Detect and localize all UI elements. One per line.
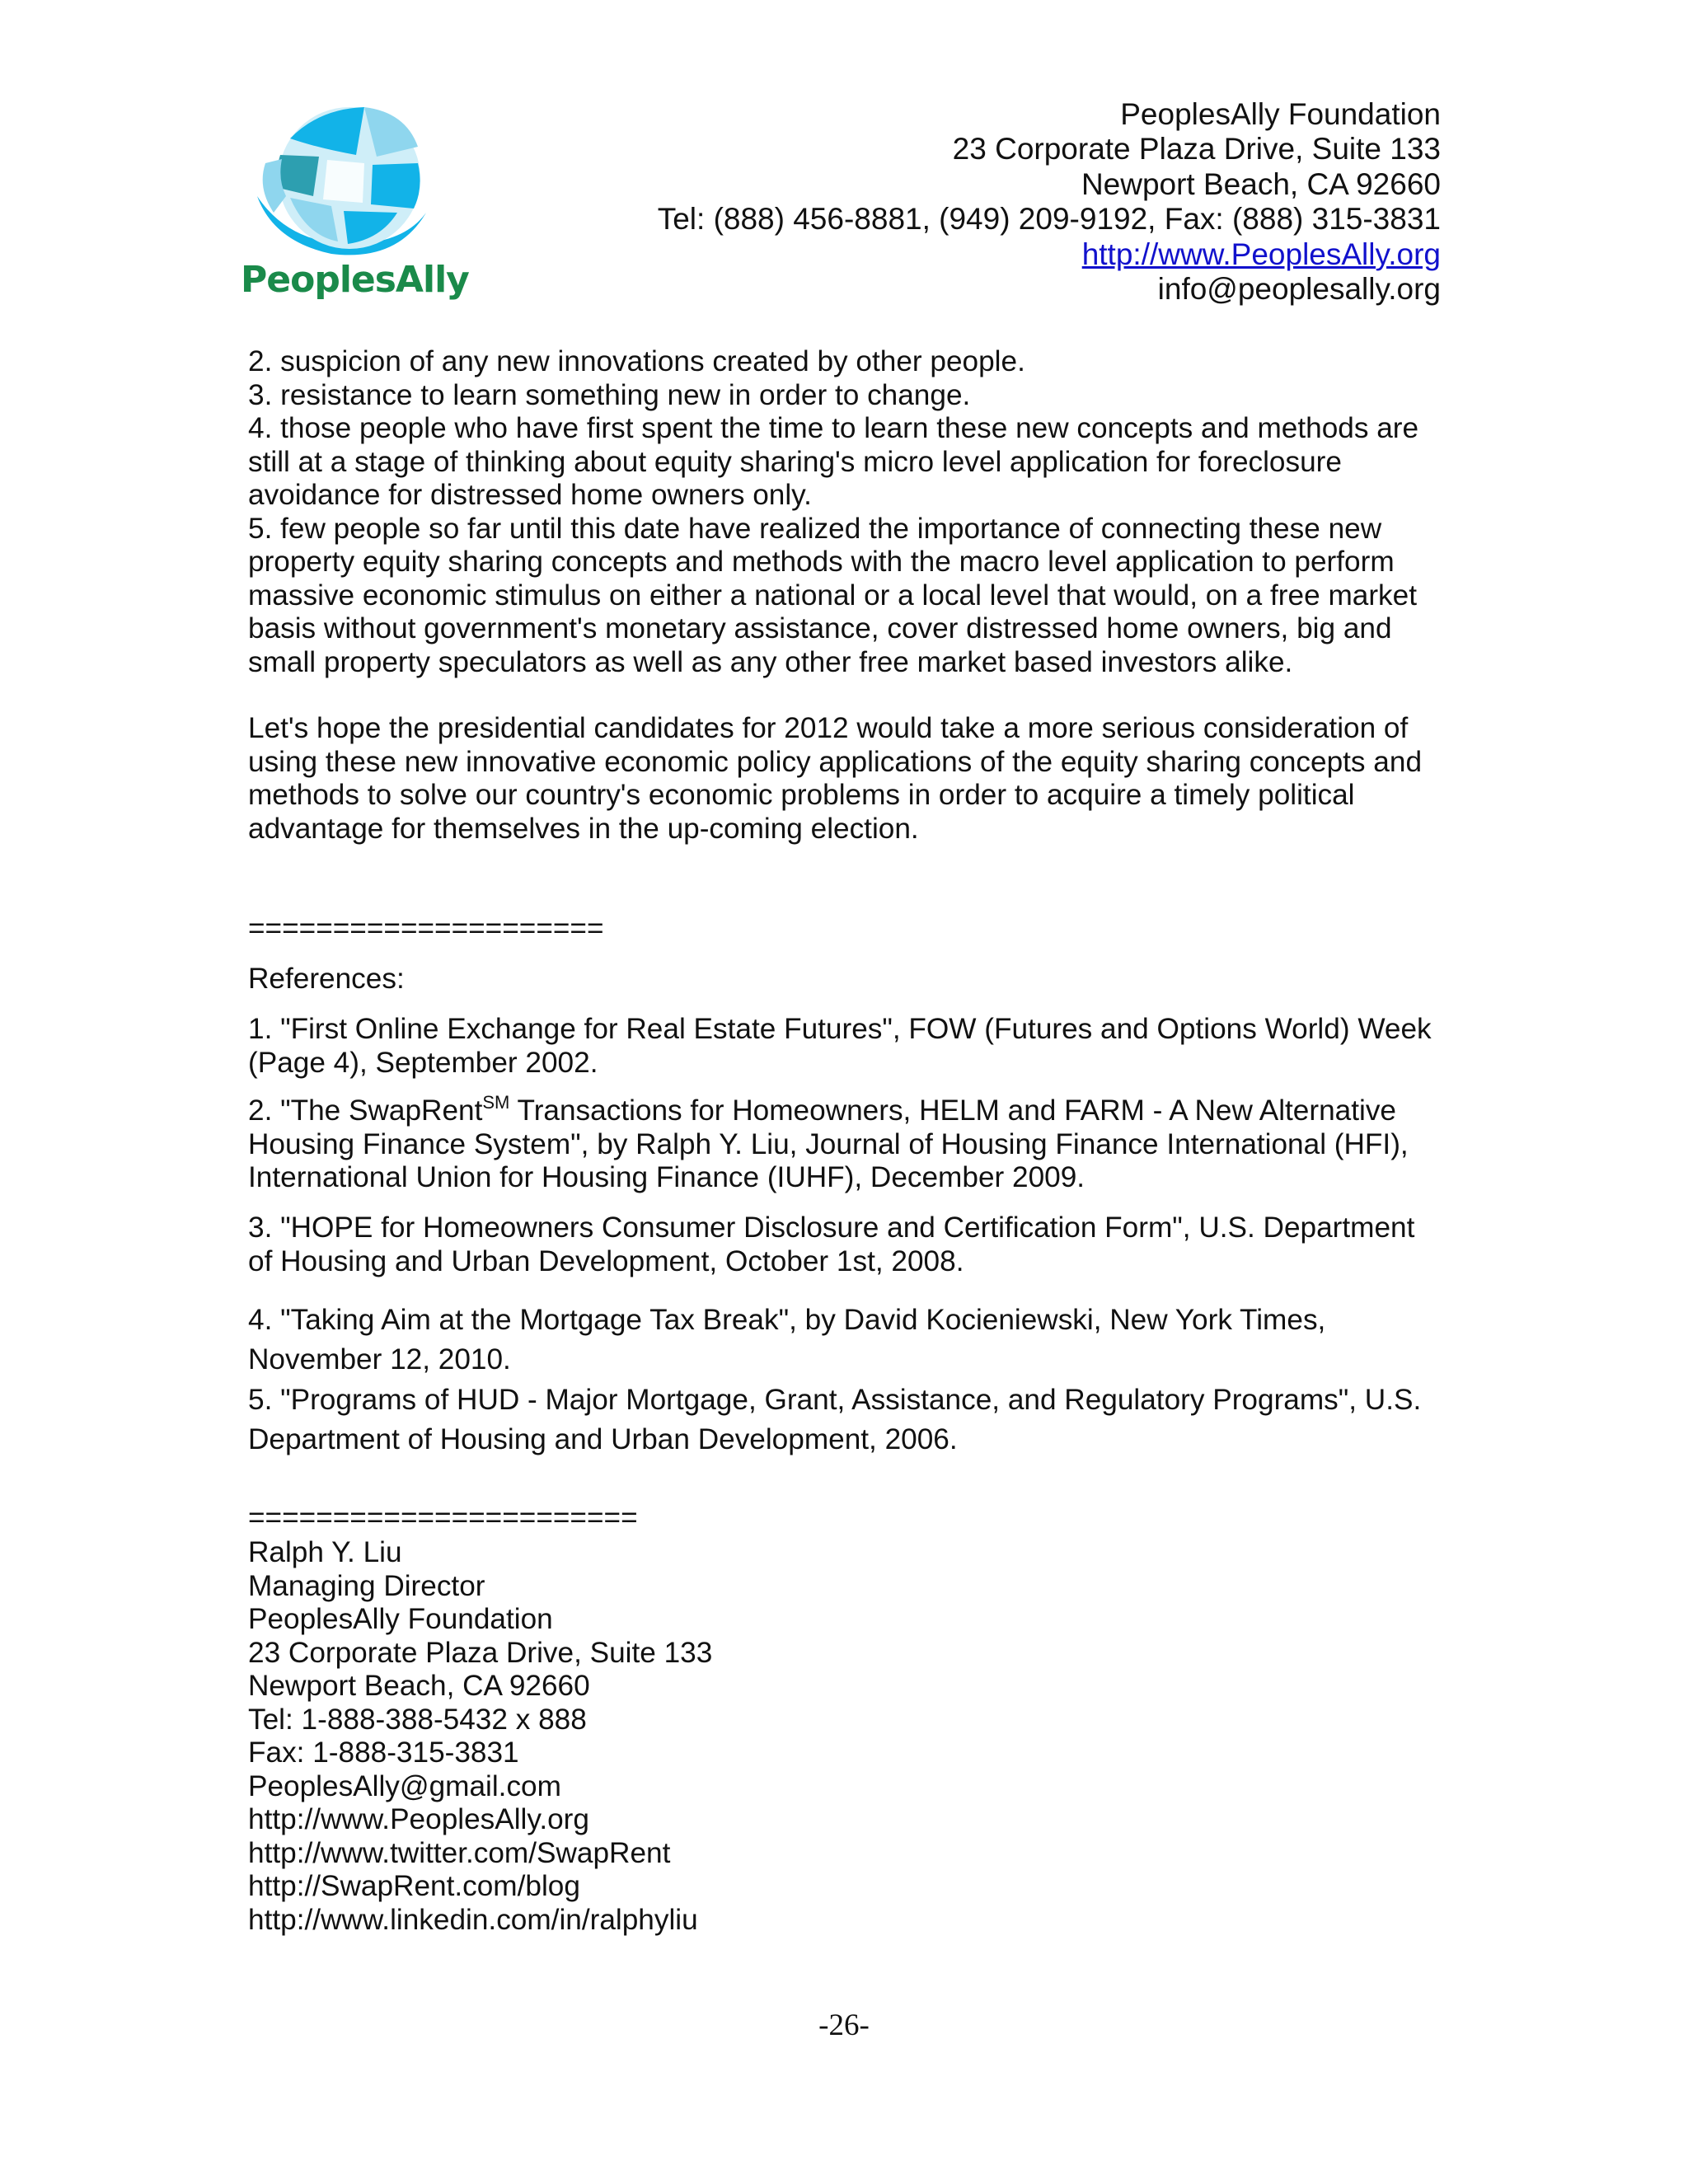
reference-item [248,1380,1451,1460]
reference-line: 5. "Programs of HUD - Major Mortgage, Grant, Assistance, and Regulatory Programs", U.S. [248,1384,1422,1416]
references-heading: References: [248,963,405,995]
closing-line: using these new innovative economic policy applications of the equity sharing concepts and [248,745,1423,778]
signature-city: Newport Beach, CA 92660 [248,1670,590,1702]
reference-line [248,1094,1451,1128]
body-line: property equity sharing concepts and methods with the macro level application to perform [248,546,1395,578]
service-mark: SM [482,1092,510,1113]
body-line: small property speculators as well as any other free market based investors alike. [248,645,1293,678]
body-line: massive economic stimulus on either a national or a local level that would, on a free market [248,579,1417,612]
header-org: PeoplesAlly Foundation [1120,97,1441,131]
reference-line: November 12, 2010. [248,1343,511,1376]
header-address [658,97,1441,307]
reference-item [248,1301,1451,1380]
reference-text: 2. "The SwapRent [248,1094,483,1127]
signature-title: Managing Director [248,1569,485,1602]
reference-item [248,1013,1451,1080]
reference-line: 4. "Taking Aim at the Mortgage Tax Break", by David Kocieniewski, New York Times, [248,1304,1326,1336]
closing-line: Let's hope the presidential candidates for 2012 would take a more serious consideration of [248,712,1409,744]
body-line: avoidance for distressed home owners only. [248,479,812,511]
peoplesally-logo [241,97,480,320]
signature-link: http://www.linkedin.com/in/ralphyliu [248,1903,698,1936]
body-line: still at a stage of thinking about equity sharing's micro level application for foreclosure [248,445,1342,478]
signature-link: http://www.PeoplesAlly.org [248,1803,589,1835]
header-email: info@peoplesally.org [1157,272,1441,307]
separator: ======================= [248,1502,638,1534]
signature-link: http://www.twitter.com/SwapRent [248,1836,671,1869]
signature-name: Ralph Y. Liu [248,1536,402,1568]
closing-paragraph [248,712,1451,846]
reference-line: 3. "HOPE for Homeowners Consumer Disclosure and Certification Form", U.S. Department [248,1212,1415,1244]
reference-line: Housing Finance System", by Ralph Y. Liu, Journal of Housing Finance International (HFI), [248,1127,1409,1160]
header-address-line2: Newport Beach, CA 92660 [1081,166,1441,201]
signature-org: PeoplesAlly Foundation [248,1603,553,1635]
reference-line: 1. "First Online Exchange for Real Estate Futures", FOW (Futures and Options World) Week [248,1013,1432,1045]
logo-wordmark: PeoplesAlly [241,259,469,301]
closing-line: advantage for themselves in the up-coming election. [248,812,919,845]
reference-item [248,1094,1451,1195]
header-address-line1: 23 Corporate Plaza Drive, Suite 133 [952,132,1441,166]
separator: ===================== [248,912,604,944]
reference-text: Transactions for Homeowners, HELM and FARM - A New Alternative [509,1094,1396,1127]
body-line: 5. few people so far until this date have realized the importance of connecting these new [248,512,1382,545]
closing-line: methods to solve our country's economic problems in order to acquire a timely political [248,779,1355,811]
signature-fax: Fax: 1-888-315-3831 [248,1736,519,1769]
signature-address: 23 Corporate Plaza Drive, Suite 133 [248,1636,713,1669]
signature-block [248,1536,1451,1937]
globe-icon [241,97,480,259]
signature-link: http://SwapRent.com/blog [248,1870,580,1902]
body-line: 4. those people who have first spent the time to learn these new concepts and methods are [248,412,1419,444]
reference-item [248,1212,1451,1278]
reference-line: Department of Housing and Urban Development, 2006. [248,1423,958,1455]
body-line: 2. suspicion of any new innovations created by other people. [248,345,1025,377]
signature-tel: Tel: 1-888-388-5432 x 888 [248,1703,587,1736]
reference-line: of Housing and Urban Development, October 1st, 2008. [248,1244,964,1277]
signature-email: PeoplesAlly@gmail.com [248,1769,561,1802]
reference-line: International Union for Housing Finance (IUHF), December 2009. [248,1161,1085,1193]
header-phones: Tel: (888) 456-8881, (949) 209-9192, Fax: (888) 315-3831 [657,202,1441,237]
body-list [248,345,1451,679]
body-line: 3. resistance to learn something new in order to change. [248,378,971,411]
header-website-link[interactable]: http://www.PeoplesAlly.org [1081,237,1441,271]
reference-line: (Page 4), September 2002. [248,1046,598,1079]
body-line: basis without government's monetary assistance, cover distressed home owners, big and [248,612,1392,644]
page-number: -26- [818,2008,870,2042]
